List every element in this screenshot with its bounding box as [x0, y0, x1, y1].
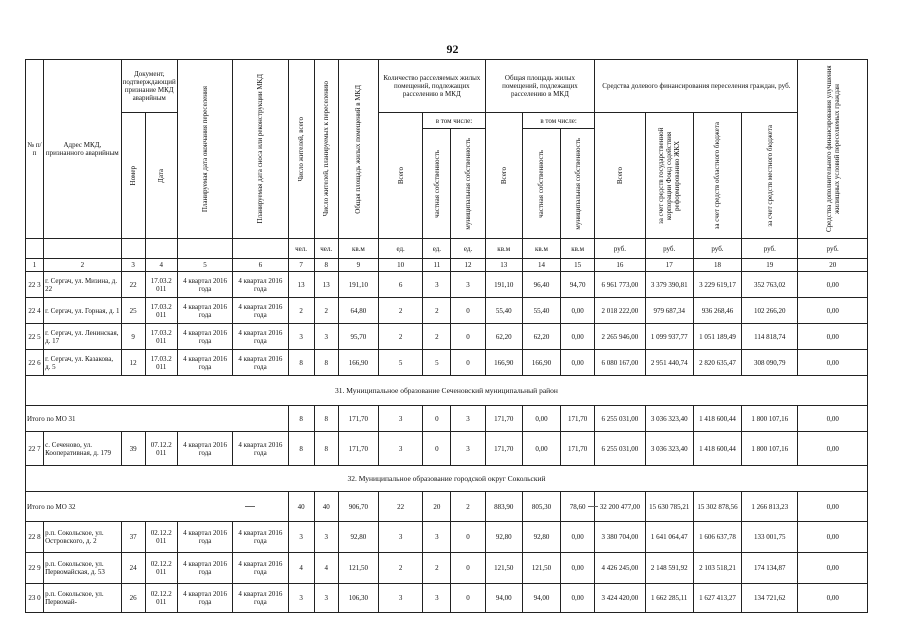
unit-cell: чел. [314, 239, 338, 259]
total-label: Итого по МО 31 [26, 406, 289, 432]
cell-value: 106,30 [338, 584, 378, 613]
cell-value: 0,00 [798, 350, 868, 376]
cell-address: р.п. Сокольское, ул. Первомайская, д. 53 [44, 553, 121, 584]
cell-value: 166,90 [485, 350, 522, 376]
cell-value: 0,00 [561, 522, 595, 553]
cell-no: 22 5 [26, 324, 44, 350]
cell-value: 1 418 600,44 [693, 432, 741, 466]
cell-planned-end: 4 квартал 2016 года [177, 298, 232, 324]
cell-value: 166,90 [522, 350, 560, 376]
total-row [26, 406, 868, 432]
cell-value: 8 [288, 432, 314, 466]
cell-doc-number: 25 [121, 298, 145, 324]
cell-value: 979 687,34 [645, 298, 693, 324]
header-planned-end: Планируемая дата окончания переселения [201, 85, 210, 213]
cell-doc-date: 02.12.2 011 [145, 553, 177, 584]
cell-value: 0,00 [798, 492, 868, 522]
cell-value: 133 001,75 [742, 522, 798, 553]
cell-value: 0 [423, 432, 451, 466]
cell-value: 94,00 [522, 584, 560, 613]
table-row [26, 350, 868, 376]
cell-value: 1 266 813,23 [742, 492, 798, 522]
column-number-row [26, 259, 868, 272]
col-number: 3 [121, 259, 145, 272]
col-number: 11 [423, 259, 451, 272]
unit-cell: руб. [645, 239, 693, 259]
cell-value: 936 268,46 [693, 298, 741, 324]
col-number: 10 [379, 259, 423, 272]
col-number: 6 [233, 259, 288, 272]
col-number: 8 [314, 259, 338, 272]
cell-value: 2 018 222,00 [595, 298, 645, 324]
cell-doc-number: 24 [121, 553, 145, 584]
cell-value: 4 [288, 553, 314, 584]
col-number: 9 [338, 259, 378, 272]
cell-doc-date: 02.12.2 011 [145, 584, 177, 613]
cell-planned-demolition: 4 квартал 2016 года [233, 350, 288, 376]
unit-cell: кв.м [485, 239, 522, 259]
page-number: 92 [446, 42, 459, 56]
cell-value: 0 [451, 553, 485, 584]
cell-planned-end: 4 квартал 2016 года [177, 584, 232, 613]
cell-value: 191,10 [485, 272, 522, 298]
col-number: 12 [451, 259, 485, 272]
cell-planned-demolition: 4 квартал 2016 года [233, 432, 288, 466]
cell-value: 3 036 323,40 [645, 432, 693, 466]
cell-value: 3 [423, 272, 451, 298]
cell-planned-end: 4 квартал 2016 года [177, 432, 232, 466]
header-count-in-that: в том числе: [423, 113, 485, 129]
cell-value: 3 [379, 432, 423, 466]
cell-value: 3 036 323,40 [645, 406, 693, 432]
header-fund: за счет средств государственной корпорации Фонд содействия реформированию ЖКХ [657, 127, 682, 224]
cell-value: 3 [288, 522, 314, 553]
cell-value: 5 [423, 350, 451, 376]
col-number: 13 [485, 259, 522, 272]
unit-cell: чел. [288, 239, 314, 259]
cell-value: 0,00 [561, 553, 595, 584]
cell-value: 94,00 [485, 584, 522, 613]
cell-planned-demolition: 4 квартал 2016 года [233, 553, 288, 584]
cell-value: 114 818,74 [742, 324, 798, 350]
cell-planned-end: 4 квартал 2016 года [177, 324, 232, 350]
cell-value: 0,00 [798, 584, 868, 613]
cell-value: 4 426 245,00 [595, 553, 645, 584]
cell-value: 2 [423, 298, 451, 324]
cell-value: 32 200 477,00 [595, 492, 645, 522]
cell-value: 55,40 [485, 298, 522, 324]
cell-doc-date: 17.03.2 011 [145, 324, 177, 350]
cell-value: 0,00 [561, 324, 595, 350]
cell-value: 6 255 031,00 [595, 432, 645, 466]
cell-value: 1 099 937,77 [645, 324, 693, 350]
header-doc-date: Дата [157, 168, 166, 183]
total-row [26, 492, 868, 522]
header-residents-planned: Число жителей, планируемых к переселению [322, 81, 331, 217]
cell-planned-end: 4 квартал 2016 года [177, 522, 232, 553]
col-number: 16 [595, 259, 645, 272]
cell-no: 22 9 [26, 553, 44, 584]
cell-value: 20 [423, 492, 451, 522]
cell-value: 8 [314, 432, 338, 466]
header-additional: Средства дополнительного финансирования улучшения жилищных условий переселяемых граждан [824, 65, 841, 233]
cell-value: 1 418 600,44 [693, 406, 741, 432]
cell-value: 3 [314, 324, 338, 350]
cell-value: 3 379 390,81 [645, 272, 693, 298]
cell-value: 171,70 [338, 432, 378, 466]
header-area-municipal: муниципальная собственность [573, 137, 582, 230]
cell-value: 2 [379, 324, 423, 350]
cell-value: 6 [379, 272, 423, 298]
cell-value: 2 [314, 298, 338, 324]
cell-doc-number: 26 [121, 584, 145, 613]
cell-value: 0,00 [798, 522, 868, 553]
cell-doc-date: 17.03.2 011 [145, 298, 177, 324]
cell-value: 3 [379, 522, 423, 553]
cell-value: 2 [423, 553, 451, 584]
cell-value: 92,80 [338, 522, 378, 553]
cell-value: 166,90 [338, 350, 378, 376]
cell-no: 22 7 [26, 432, 44, 466]
header-local: за счет средств местного бюджета [765, 124, 774, 227]
col-number: 20 [798, 259, 868, 272]
scan-dash [588, 506, 598, 507]
cell-value: 3 [423, 522, 451, 553]
cell-value: 1 606 637,78 [693, 522, 741, 553]
cell-value: 134 721,62 [742, 584, 798, 613]
unit-cell: руб. [742, 239, 798, 259]
header-area-group: Общая площадь жилых помещений, подлежащих расселению в МКД [485, 60, 595, 113]
cell-value: 0,00 [561, 350, 595, 376]
cell-planned-demolition: 4 квартал 2016 года [233, 298, 288, 324]
unit-cell: руб. [798, 239, 868, 259]
cell-value: 102 266,20 [742, 298, 798, 324]
cell-value: 15 302 878,56 [693, 492, 741, 522]
cell-value: 3 [288, 584, 314, 613]
cell-value: 3 [314, 522, 338, 553]
section-header-31: 31. Муниципальное образование Сеченовский муниципальный район [26, 376, 868, 406]
cell-value: 92,80 [522, 522, 560, 553]
cell-value: 3 [288, 324, 314, 350]
cell-value: 6 961 773,00 [595, 272, 645, 298]
cell-value: 0,00 [561, 584, 595, 613]
cell-value: 40 [288, 492, 314, 522]
cell-value: 3 [314, 584, 338, 613]
cell-value: 3 [451, 432, 485, 466]
cell-value: 0,00 [798, 406, 868, 432]
header-area-in-that: в том числе: [522, 113, 594, 129]
cell-no: 22 4 [26, 298, 44, 324]
cell-planned-demolition: 4 квартал 2016 года [233, 324, 288, 350]
header-funding-total: Всего [615, 166, 624, 185]
cell-value: 15 630 785,21 [645, 492, 693, 522]
cell-value: 5 [379, 350, 423, 376]
header-count-group: Количество расселяемых жилых помещений, подлежащих расселению в МКД [379, 60, 486, 113]
cell-value: 8 [288, 350, 314, 376]
cell-value: 0 [451, 350, 485, 376]
cell-value: 8 [314, 350, 338, 376]
header-regional: за счет средств областного бюджета [713, 121, 722, 230]
col-number: 19 [742, 259, 798, 272]
table-row [26, 584, 868, 613]
header-area-total: Всего [499, 166, 508, 185]
cell-value: 62,20 [485, 324, 522, 350]
table-row [26, 272, 868, 298]
cell-value: 0 [451, 298, 485, 324]
cell-value: 0 [451, 324, 485, 350]
cell-no: 22 3 [26, 272, 44, 298]
table-row [26, 432, 868, 466]
cell-doc-number: 9 [121, 324, 145, 350]
cell-value: 3 [379, 406, 423, 432]
col-number: 1 [26, 259, 44, 272]
cell-value: 0,00 [798, 298, 868, 324]
header-total-area: Общая площадь жилых помещений в МКД [354, 84, 363, 214]
cell-address: р.п. Сокольское, ул. Островского, д. 2 [44, 522, 121, 553]
cell-doc-number: 37 [121, 522, 145, 553]
header-no: № п/п [26, 60, 44, 239]
cell-value: 3 [451, 272, 485, 298]
cell-address: с. Сеченово, ул. Кооперативная, д. 179 [44, 432, 121, 466]
col-number: 5 [177, 259, 232, 272]
cell-value: 64,80 [338, 298, 378, 324]
header-count-total: Всего [396, 166, 405, 185]
cell-value: 171,70 [485, 406, 522, 432]
cell-value: 171,70 [485, 432, 522, 466]
cell-value: 40 [314, 492, 338, 522]
header-document: Документ, подтверждающий признание МКД аварийным [121, 60, 177, 113]
cell-value: 2 [423, 324, 451, 350]
cell-value: 8 [288, 406, 314, 432]
header-count-private: частная собственность [432, 149, 441, 218]
cell-value: 2 [379, 298, 423, 324]
header-residents-total: Число жителей, всего [297, 116, 306, 182]
cell-value: 3 [451, 406, 485, 432]
cell-value: 1 641 064,47 [645, 522, 693, 553]
table-row [26, 324, 868, 350]
cell-value: 0,00 [561, 298, 595, 324]
cell-value: 308 090,79 [742, 350, 798, 376]
cell-value: 174 134,87 [742, 553, 798, 584]
table-row [26, 553, 868, 584]
header-address: Адрес МКД, признанного аварийным [44, 60, 121, 239]
cell-no: 22 6 [26, 350, 44, 376]
col-number: 7 [288, 259, 314, 272]
resettlement-table [25, 59, 868, 613]
cell-value: 13 [314, 272, 338, 298]
cell-value: 6 255 031,00 [595, 406, 645, 432]
cell-value: 3 380 704,00 [595, 522, 645, 553]
unit-cell: ед. [423, 239, 451, 259]
unit-cell: кв.м [522, 239, 560, 259]
cell-value: 6 080 167,00 [595, 350, 645, 376]
cell-value: 3 229 619,17 [693, 272, 741, 298]
cell-value: 2 [288, 298, 314, 324]
cell-no: 23 0 [26, 584, 44, 613]
cell-value: 0 [423, 406, 451, 432]
cell-doc-date: 17.03.2 011 [145, 272, 177, 298]
cell-value: 3 [379, 584, 423, 613]
cell-value: 2 951 440,74 [645, 350, 693, 376]
cell-value: 0,00 [798, 324, 868, 350]
unit-cell: кв.м [338, 239, 378, 259]
header-area-private: частная собственность [537, 149, 546, 218]
cell-value: 8 [314, 406, 338, 432]
col-number: 14 [522, 259, 560, 272]
unit-cell: ед. [379, 239, 423, 259]
cell-value: 1 051 189,49 [693, 324, 741, 350]
cell-value: 1 662 285,11 [645, 584, 693, 613]
cell-value: 0,00 [522, 406, 560, 432]
cell-planned-demolition: 4 квартал 2016 года [233, 584, 288, 613]
cell-value: 0,00 [798, 432, 868, 466]
cell-value: 0,00 [522, 432, 560, 466]
cell-value: 1 800 107,16 [742, 432, 798, 466]
unit-cell: кв.м [561, 239, 595, 259]
cell-address: г. Сергач, ул. Казакова, д. 5 [44, 350, 121, 376]
table-row [26, 522, 868, 553]
scan-dash [245, 506, 255, 507]
cell-doc-date: 07.12.2 011 [145, 432, 177, 466]
cell-doc-number: 39 [121, 432, 145, 466]
cell-value: 3 [423, 584, 451, 613]
cell-value: 78,60 [561, 492, 595, 522]
unit-cell: руб. [693, 239, 741, 259]
cell-value: 906,70 [338, 492, 378, 522]
col-number: 18 [693, 259, 741, 272]
cell-value: 55,40 [522, 298, 560, 324]
col-number: 4 [145, 259, 177, 272]
table-row [26, 298, 868, 324]
cell-value: 0,00 [798, 553, 868, 584]
cell-value: 191,10 [338, 272, 378, 298]
cell-value: 92,80 [485, 522, 522, 553]
total-label: Итого по МО 32 [26, 492, 289, 522]
cell-value: 96,40 [522, 272, 560, 298]
cell-value: 121,50 [485, 553, 522, 584]
cell-value: 2 265 946,00 [595, 324, 645, 350]
cell-value: 1 627 413,27 [693, 584, 741, 613]
cell-value: 2 [379, 553, 423, 584]
cell-address: р.п. Сокольское, ул. Первомай- [44, 584, 121, 613]
cell-value: 171,70 [561, 432, 595, 466]
cell-value: 0,00 [798, 272, 868, 298]
cell-doc-date: 17.03.2 011 [145, 350, 177, 376]
cell-value: 171,70 [338, 406, 378, 432]
cell-value: 171,70 [561, 406, 595, 432]
cell-value: 883,90 [485, 492, 522, 522]
cell-planned-end: 4 квартал 2016 года [177, 350, 232, 376]
cell-value: 121,50 [338, 553, 378, 584]
cell-value: 352 763,02 [742, 272, 798, 298]
cell-value: 0 [451, 522, 485, 553]
cell-value: 2 148 591,92 [645, 553, 693, 584]
header-count-municipal: муниципальная собственность [464, 137, 473, 230]
col-number: 15 [561, 259, 595, 272]
cell-value: 0 [451, 584, 485, 613]
cell-value: 95,70 [338, 324, 378, 350]
cell-planned-end: 4 квартал 2016 года [177, 272, 232, 298]
cell-address: г. Сергач, ул. Мизина, д. 22 [44, 272, 121, 298]
cell-doc-number: 12 [121, 350, 145, 376]
cell-address: г. Сергач, ул. Ленинская, д. 17 [44, 324, 121, 350]
cell-value: 805,30 [522, 492, 560, 522]
cell-planned-demolition: 4 квартал 2016 года [233, 272, 288, 298]
cell-no: 22 8 [26, 522, 44, 553]
section-header-32: 32. Муниципальное образование городской округ Сокольский [26, 466, 868, 492]
cell-doc-number: 22 [121, 272, 145, 298]
unit-cell: руб. [595, 239, 645, 259]
cell-value: 2 [451, 492, 485, 522]
cell-value: 13 [288, 272, 314, 298]
cell-value: 121,50 [522, 553, 560, 584]
header-funding-group: Средства долевого финансирования переселения граждан, руб. [595, 60, 798, 113]
cell-value: 62,20 [522, 324, 560, 350]
cell-doc-date: 02.12.2 011 [145, 522, 177, 553]
cell-value: 3 424 420,00 [595, 584, 645, 613]
cell-value: 22 [379, 492, 423, 522]
cell-value: 2 820 635,47 [693, 350, 741, 376]
cell-address: г. Сергач, ул. Горная, д. 1 [44, 298, 121, 324]
cell-value: 2 103 518,21 [693, 553, 741, 584]
cell-planned-demolition: 4 квартал 2016 года [233, 522, 288, 553]
col-number: 17 [645, 259, 693, 272]
cell-value: 4 [314, 553, 338, 584]
cell-value: 94,70 [561, 272, 595, 298]
unit-cell: ед. [451, 239, 485, 259]
header-doc-number: Номер [129, 165, 138, 186]
header-planned-demolition: Планируемая дата сноса или реконструкции МКД [256, 74, 265, 224]
col-number: 2 [44, 259, 121, 272]
cell-value: 1 800 107,16 [742, 406, 798, 432]
cell-planned-end: 4 квартал 2016 года [177, 553, 232, 584]
